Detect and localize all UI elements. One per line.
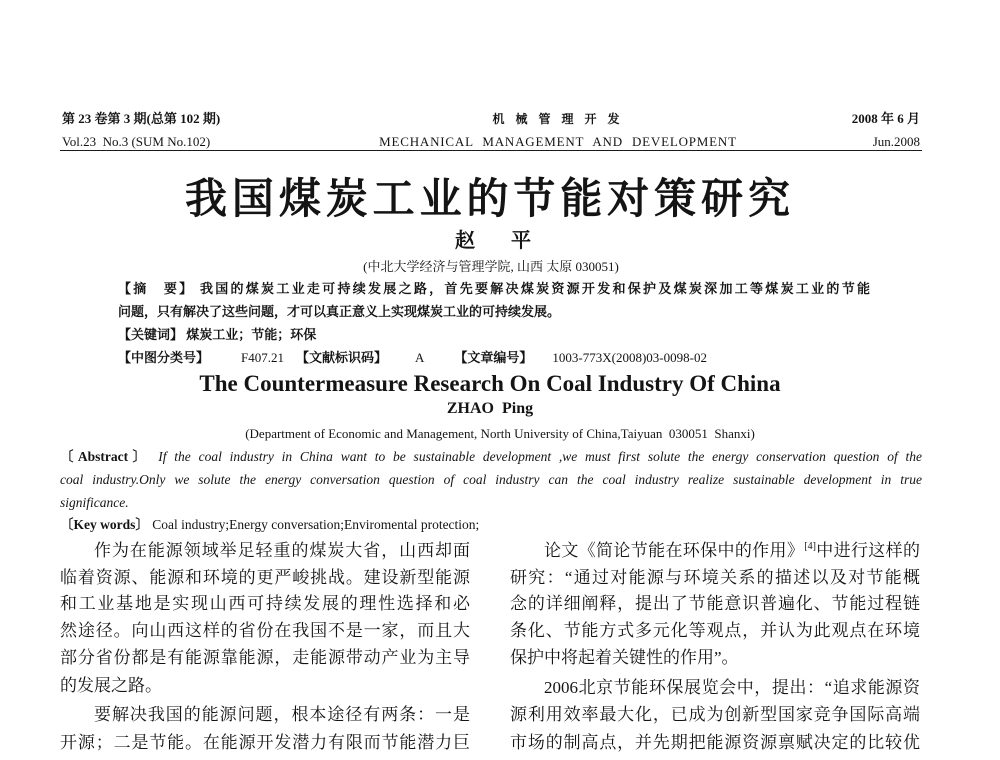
- journal-issue-cn: 第 23 卷第 3 期(总第 102 期): [62, 111, 221, 126]
- abstract-en-line: coal industry.Only we solute the energy conversation question of coal industry can the coal industry realize sustainable development in true: [60, 472, 922, 487]
- abstract-en-line: significance.: [60, 495, 129, 510]
- clc-value: F407.21: [241, 350, 284, 365]
- body-left-line: 要解决我国的能源问题，根本途径有两条：一是: [94, 705, 470, 724]
- body-left-line: 开源；二是节能。在能源开发潜力有限而节能潜力巨: [60, 733, 470, 752]
- header-rule: [60, 150, 922, 151]
- classification-line: [118, 348, 707, 368]
- body-left-line: 和工业基地是实现山西可持续发展的理性选择和必: [60, 594, 470, 613]
- body-right-line: 市场的制高点，并先期把能源资源禀赋决定的比较优: [510, 733, 920, 752]
- body-right-line: 2006北京节能环保展览会中，提出：“追求能源资: [544, 678, 920, 697]
- body-left-line: 临着资源、能源和环境的更严峻挑战。建设新型能源: [60, 568, 470, 587]
- abstract-en-label: 〔Abstract〕: [60, 449, 151, 464]
- issue-date-cn: 2008 年 6 月: [851, 111, 920, 126]
- journal-name-en: MECHANICAL MANAGEMENT AND DEVELOPMENT: [379, 134, 737, 149]
- body-right-line: 保护中将起着关键性的作用”。: [510, 648, 739, 667]
- abstract-en-text: If the coal industry in China want to be sustainable development ,we must first solute the energy conservation question of the: [158, 449, 922, 464]
- body-right-line: [510, 538, 920, 564]
- journal-name-cn: 机 械 管 理 开 发: [492, 112, 624, 126]
- body-left-line: 的发展之路。: [60, 676, 162, 695]
- paper-title-en: The Countermeasure Research On Coal Industry Of China: [199, 371, 781, 396]
- body-right-text: 中进行这样的: [815, 541, 920, 560]
- body-right-line: 条化、节能方式多元化等观点，并认为此观点在环境: [510, 621, 920, 640]
- body-right-line: 研究：“通过对能源与环境关系的描述以及对节能概: [510, 568, 920, 587]
- keywords-en-text: Coal industry;Energy conversation;Enviromental protection;: [152, 517, 480, 532]
- abstract-cn-line: [118, 279, 870, 299]
- abstract-cn-line: 问题，只有解决了这些问题，才可以真正意义上实现煤炭工业的可持续发展。: [118, 304, 561, 319]
- affiliation-cn: (中北大学经济与管理学院, 山西 太原 030051): [363, 259, 619, 274]
- keywords-en: [60, 515, 479, 535]
- abstract-cn-text: 我国的煤炭工业走可持续发展之路，首先要解决煤炭资源开发和保护及煤炭深加工等煤炭工业的节能: [199, 281, 870, 296]
- body-left-line: 部分省份都是有能源靠能源，走能源带动产业为主导: [60, 648, 470, 667]
- author-en: ZHAO Ping: [446, 400, 534, 417]
- body-left-line: 作为在能源领域举足轻重的煤炭大省，山西却面: [94, 541, 470, 560]
- abstract-cn-label: 【摘 要】: [118, 281, 195, 296]
- keywords-cn-label: 【关键词】: [118, 327, 184, 342]
- doc-code-label: 【文献标识码】: [296, 350, 388, 365]
- journal-issue-en: Vol.23 No.3 (SUM No.102): [62, 134, 211, 149]
- paper-title-cn: 我国煤炭工业的节能对策研究: [185, 177, 790, 223]
- keywords-cn: [118, 325, 316, 345]
- article-number-value: 1003-773X(2008)03-0098-02: [552, 350, 707, 365]
- body-left-line: 然途径。向山西这样的省份在我国不是一家，而且大: [60, 621, 470, 640]
- keywords-cn-text: 煤炭工业；节能；环保: [186, 327, 317, 342]
- affiliation-en: (Department of Economic and Management, North University of China,Taiyuan 030051 Shanxi): [245, 426, 755, 441]
- author-cn: 赵 平: [455, 230, 531, 252]
- body-right-text: 论文《简论节能在环保中的作用》: [544, 541, 805, 560]
- doc-code-value: A: [415, 350, 425, 365]
- article-number-label: 【文章编号】: [454, 350, 533, 365]
- abstract-en-line: [60, 447, 922, 467]
- citation-ref: [4]: [804, 541, 816, 552]
- clc-label: 【中图分类号】: [118, 350, 210, 365]
- body-right-line: 源利用效率最大化，已成为创新型国家竞争国际高端: [510, 705, 920, 724]
- issue-date-en: Jun.2008: [872, 134, 920, 149]
- body-right-line: 念的详细阐释，提出了节能意识普遍化、节能过程链: [510, 594, 920, 613]
- keywords-en-label: 〔Key words〕: [60, 517, 149, 532]
